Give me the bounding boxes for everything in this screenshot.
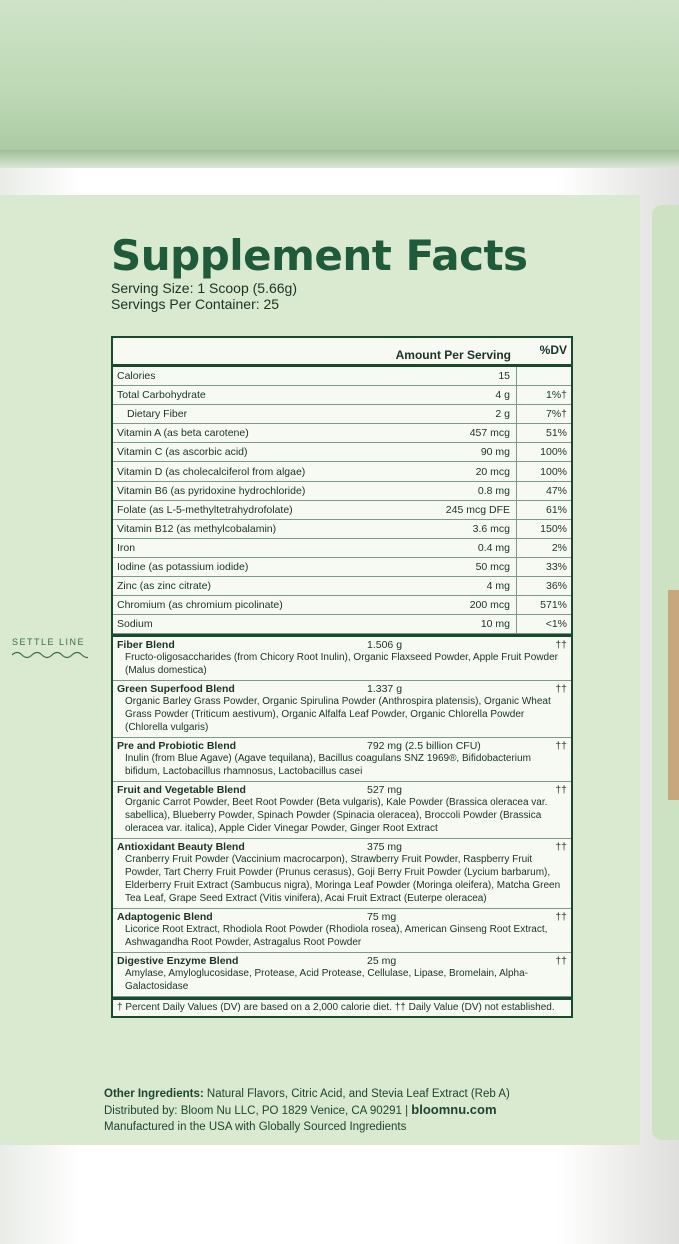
blend-amount: 1.506 g xyxy=(367,639,403,652)
blend-ingredients: Amylase, Amyloglucosidase, Protease, Acid Protease, Cellulase, Lipase, Bromelain, Alpha-Galactosidase xyxy=(125,968,528,993)
manufactured-text: Manufactured in the USA with Globally Sourced Ingredients xyxy=(104,1121,407,1133)
blend-dv: †† xyxy=(555,955,567,968)
blend-ingredients: Organic Carrot Powder, Beet Root Powder (Beta vulgaris), Kale Powder (Brassica oleracea var. sabellica), Blueberry Powder, Spinach Powder (Spinacia oleracea), Broccoli Powder (Brassica oleracea var. italica), Apple Cider Vinegar Powder, Ginger Root Extract xyxy=(125,797,548,835)
other-ingredients-text: Natural Flavors, Citric Acid, and Stevia Leaf Extract (Reb A) xyxy=(206,1088,510,1100)
table-row xyxy=(113,424,571,443)
nutrient-name: Calories xyxy=(117,370,156,383)
nutrient-name: Total Carbohydrate xyxy=(117,389,206,402)
nutrient-amount: 50 mcg xyxy=(475,560,510,573)
blend-item xyxy=(113,681,571,738)
nutrient-dv: 47% xyxy=(516,482,571,500)
blend-name: Fiber Blend xyxy=(117,639,175,652)
product-photo-edge xyxy=(668,590,679,800)
nutrient-name: Vitamin C (as ascorbic acid) xyxy=(117,446,248,459)
blend-name: Antioxidant Beauty Blend xyxy=(117,841,245,854)
other-ingredients-section xyxy=(104,1086,564,1135)
blend-dv: †† xyxy=(555,740,567,753)
nutrient-dv xyxy=(516,367,571,385)
table-row xyxy=(113,462,571,481)
nutrient-dv: 150% xyxy=(516,520,571,538)
nutrient-name: Zinc (as zinc citrate) xyxy=(117,580,211,593)
blend-name: Pre and Probiotic Blend xyxy=(117,740,237,753)
nutrient-name: Vitamin A (as beta carotene) xyxy=(117,427,249,440)
blend-amount: 375 mg xyxy=(367,841,403,854)
table-row xyxy=(113,386,571,405)
nutrient-name: Vitamin D (as cholecalciferol from algae) xyxy=(117,465,306,478)
other-ingredients-label: Other Ingredients: xyxy=(104,1088,204,1100)
blend-item xyxy=(113,637,571,681)
nutrient-dv: 51% xyxy=(516,424,571,442)
blend-item xyxy=(113,782,571,839)
blend-name: Fruit and Vegetable Blend xyxy=(117,784,246,797)
blend-item xyxy=(113,953,571,997)
settle-wave-icon xyxy=(12,650,88,660)
nutrient-amount: 0.4 mg xyxy=(477,541,510,554)
table-row xyxy=(113,367,571,386)
nutrient-amount: 0.8 mg xyxy=(477,484,510,497)
nutrient-amount: 200 mcg xyxy=(469,599,510,612)
settle-line-label: SETTLE LINE xyxy=(12,637,86,647)
nutrient-amount: 15 xyxy=(498,370,510,383)
blend-amount: 1.337 g xyxy=(367,683,403,696)
blend-dv: †† xyxy=(555,683,567,696)
table-row xyxy=(113,558,571,577)
table-row xyxy=(113,443,571,462)
nutrient-dv: 36% xyxy=(516,577,571,595)
nutrient-name: Iodine (as potassium iodide) xyxy=(117,560,249,573)
settle-line-mark xyxy=(12,637,92,665)
panel-title: Supplement Facts xyxy=(111,231,528,280)
nutrient-name: Dietary Fiber xyxy=(127,408,188,421)
table-row xyxy=(113,596,571,615)
table-row xyxy=(113,520,571,539)
nutrient-amount: 90 mg xyxy=(480,446,510,459)
blend-ingredients: Organic Barley Grass Powder, Organic Spirulina Powder (Anthrospira platensis), Organic Wheat Grass Powder (Triticum aestivum), Organic Alfalfa Leaf Powder, Organic Chlorella Powder (Chlorella vulgaris) xyxy=(125,696,551,734)
nutrient-dv: 7%† xyxy=(516,405,571,423)
blend-amount: 792 mg (2.5 billion CFU) xyxy=(367,740,481,753)
table-row xyxy=(113,539,571,558)
jar-lid xyxy=(0,0,679,160)
blend-ingredients: Cranberry Fruit Powder (Vaccinium macrocarpon), Strawberry Fruit Powder, Raspberry Fruit Powder, Tart Cherry Fruit Powder (Prunus cerasus), Goji Berry Fruit Powder (Lycium barbarum), Elderberry Fruit Extract (Sambucus nigra), Moringa Leaf Powder (Moringa oleifera), Matcha Green Tea Leaf, Grape Seed Extract (Vitis vinifera), Acai Fruit Extract (Euterpe oleracea) xyxy=(125,854,561,905)
nutrient-name: Chromium (as chromium picolinate) xyxy=(117,599,283,612)
nutrient-amount: 3.6 mcg xyxy=(472,522,510,535)
blend-amount: 75 mg xyxy=(367,911,397,924)
nutrient-amount: 4 mg xyxy=(486,580,510,593)
blend-ingredients: Licorice Root Extract, Rhodiola Root Powder (Rhodiola rosea), American Ginseng Root Extract, Ashwagandha Root Powder, Astragalus Root Powder xyxy=(125,924,548,949)
blend-dv: †† xyxy=(555,911,567,924)
website-url: bloomnu.com xyxy=(411,1102,497,1117)
blend-name: Adaptogenic Blend xyxy=(117,911,213,924)
header-amount: Amount Per Serving xyxy=(395,348,511,362)
blend-ingredients: Fructo-oligosaccharides (from Chicory Root Inulin), Organic Flaxseed Powder, Apple Fruit Powder (Malus domestica) xyxy=(125,652,558,677)
table-row xyxy=(113,405,571,424)
table-row xyxy=(113,501,571,520)
blend-dv: †† xyxy=(555,639,567,652)
nutrient-amount: 20 mcg xyxy=(475,465,510,478)
nutrient-name: Vitamin B12 (as methylcobalamin) xyxy=(117,522,277,535)
blend-name: Digestive Enzyme Blend xyxy=(117,955,239,968)
blend-item xyxy=(113,909,571,953)
nutrient-dv: 1%† xyxy=(516,386,571,404)
footnote: † Percent Daily Values (DV) are based on a 2,000 calorie diet. †† Daily Value (DV) not established. xyxy=(113,997,571,1016)
nutrient-amount: 245 mcg DFE xyxy=(445,503,510,516)
blend-amount: 25 mg xyxy=(367,955,397,968)
blend-amount: 527 mg xyxy=(367,784,403,797)
blend-item xyxy=(113,839,571,909)
blend-dv: †† xyxy=(555,841,567,854)
distributor xyxy=(104,1102,564,1119)
nutrient-name: Sodium xyxy=(117,618,153,631)
facts-table xyxy=(111,336,573,1018)
nutrient-amount: 2 g xyxy=(495,408,510,421)
nutrient-amount: 4 g xyxy=(495,389,510,402)
nutrient-amount: 457 mcg xyxy=(469,427,510,440)
nutrient-dv: <1% xyxy=(516,615,571,633)
servings-per-container: Servings Per Container: 25 xyxy=(111,296,280,312)
nutrient-amount: 10 mg xyxy=(480,618,510,631)
blend-ingredients: Inulin (from Blue Agave) (Agave tequilana), Bacillus coagulans SNZ 1969®, Bifidobacterium bifidum, Lactobacillus rhamnosus, Lactobacillus casei xyxy=(125,753,531,778)
table-header xyxy=(113,338,571,367)
blend-list xyxy=(113,634,571,1016)
table-row xyxy=(113,482,571,501)
nutrient-dv: 100% xyxy=(516,443,571,461)
nutrient-dv: 61% xyxy=(516,501,571,519)
nutrient-dv: 2% xyxy=(516,539,571,557)
nutrient-dv: 571% xyxy=(516,596,571,614)
nutrient-name: Folate (as L-5-methyltetrahydrofolate) xyxy=(117,503,293,516)
table-row xyxy=(113,577,571,596)
nutrient-name: Iron xyxy=(117,541,136,554)
table-row xyxy=(113,615,571,634)
blend-item xyxy=(113,738,571,782)
distributor-text: Distributed by: Bloom Nu LLC, PO 1829 Venice, CA 90291 | xyxy=(104,1105,409,1117)
serving-size: Serving Size: 1 Scoop (5.66g) xyxy=(111,280,297,296)
blend-name: Green Superfood Blend xyxy=(117,683,235,696)
blend-dv: †† xyxy=(555,784,567,797)
other-ingredients xyxy=(104,1086,564,1102)
nutrient-dv: 33% xyxy=(516,558,571,576)
nutrient-name: Vitamin B6 (as pyridoxine hydrochloride) xyxy=(117,484,306,497)
header-dv: %DV xyxy=(539,343,567,357)
nutrient-dv: 100% xyxy=(516,462,571,480)
supplement-facts-panel xyxy=(107,206,567,1082)
nutrient-list xyxy=(113,367,571,634)
